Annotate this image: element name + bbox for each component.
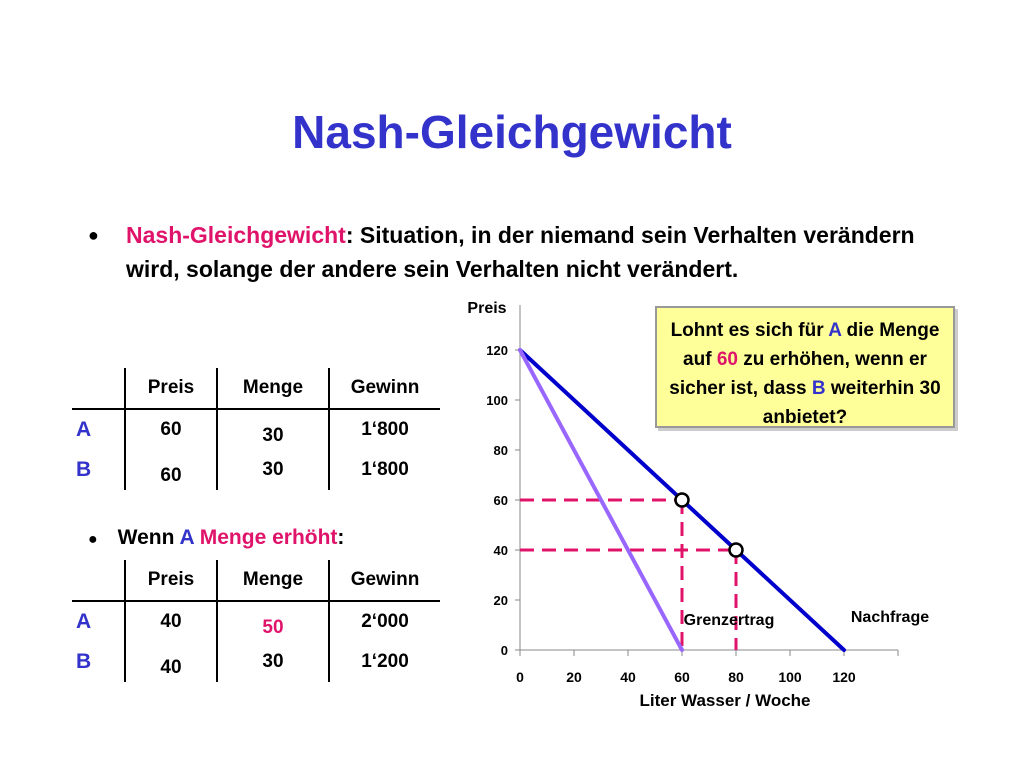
cell-gewinn: 1‘800	[329, 450, 440, 490]
data-point-marker	[730, 544, 743, 557]
cell-gewinn: 2‘000	[329, 601, 440, 642]
x-tick-label: 40	[620, 669, 636, 685]
x-axis-label: Liter Wasser / Woche	[639, 691, 811, 710]
cell-menge: 50	[217, 601, 329, 642]
cell-preis: 40	[125, 601, 217, 642]
definition-body: Situation, in der niemand sein Verhalten verändern wird, solange der andere sein Verhalten nicht verändert.	[126, 222, 915, 282]
scenario-bullet: ● Wenn A Menge erhöht:	[88, 526, 345, 549]
row-label: A	[72, 409, 125, 450]
cell-menge: 30	[217, 409, 329, 450]
cell-preis: 60	[125, 409, 217, 450]
row-label: A	[72, 601, 125, 642]
x-tick-label: 100	[778, 669, 802, 685]
x-tick-label: 60	[674, 669, 690, 685]
bullet-dot-icon: ●	[88, 225, 99, 245]
cell-gewinn: 1‘200	[329, 642, 440, 682]
question-callout: Lohnt es sich für A die Menge auf 60 zu erhöhen, wenn er sicher ist, dass B weiterhin 30 anbietet?	[655, 306, 955, 428]
slide-title: Nash-Gleichgewicht	[292, 106, 732, 158]
col-header-preis: Preis	[125, 368, 217, 409]
y-tick-label: 80	[493, 443, 508, 458]
col-header-gewinn: Gewinn	[329, 368, 440, 409]
x-tick-label: 20	[566, 669, 582, 685]
y-tick-label: 40	[493, 543, 508, 558]
row-label: B	[76, 650, 92, 673]
y-tick-label: 20	[493, 593, 508, 608]
y-tick-label: 0	[500, 643, 508, 658]
y-tick-label: 100	[486, 393, 508, 408]
cell-preis: 60	[125, 450, 217, 490]
col-header-menge: Menge	[217, 560, 329, 601]
col-header-menge: Menge	[217, 368, 329, 409]
scenario-highlight: Menge erhöht	[199, 526, 338, 549]
definition-term: Nash-Gleichgewicht	[126, 222, 346, 248]
series-label-nachfrage: Nachfrage	[850, 609, 930, 626]
col-header-preis: Preis	[125, 560, 217, 601]
cell-gewinn: 1‘800	[329, 409, 440, 450]
cell-menge: 30	[217, 450, 329, 490]
row-label: B	[76, 458, 92, 481]
y-tick-label: 120	[486, 343, 508, 358]
x-tick-label: 120	[832, 669, 856, 685]
x-tick-label: 80	[728, 669, 744, 685]
x-tick-label: 0	[516, 669, 524, 685]
y-axis-label: Preis	[467, 300, 507, 317]
y-tick-label: 60	[493, 493, 508, 508]
bullet-dot-icon: ●	[88, 531, 98, 548]
series-label-grenzertrag: Grenzertrag	[683, 612, 775, 629]
data-point-marker	[676, 494, 689, 507]
col-header-gewinn: Gewinn	[329, 560, 440, 601]
definition-text: Nash-Gleichgewicht: Situation, in der niemand sein Verhalten verändern wird, solange der andere sein Verhalten nicht verändert.	[126, 222, 915, 282]
cell-preis: 40	[125, 642, 217, 682]
cell-menge: 30	[217, 642, 329, 682]
